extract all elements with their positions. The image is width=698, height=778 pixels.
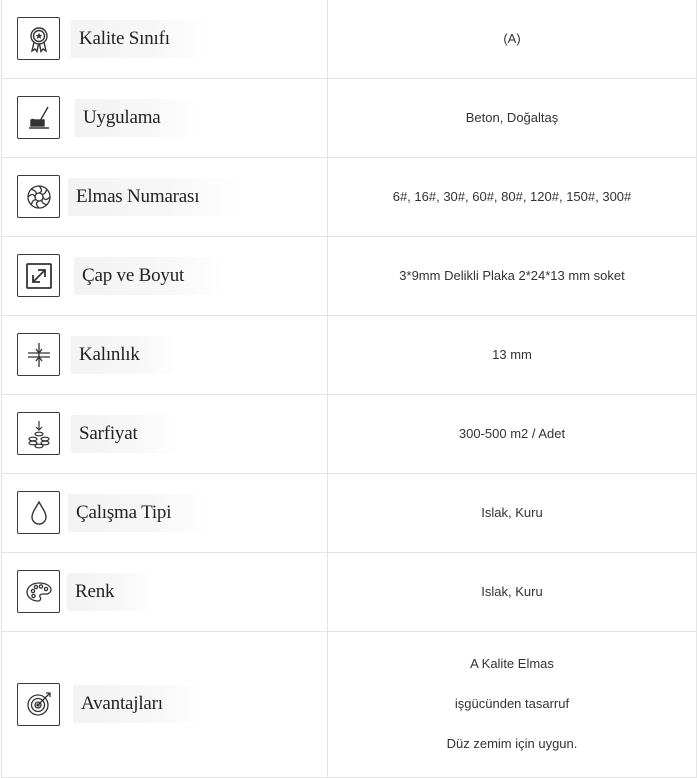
row-value: Düz zemim için uygun.	[446, 736, 578, 751]
value-cell	[328, 236, 697, 315]
row-label: Avantajları	[73, 685, 203, 723]
award-ribbon-icon	[17, 17, 60, 60]
row-label: Renk	[67, 573, 154, 611]
row-value: Beton, Doğaltaş	[465, 109, 559, 125]
row-value: Islak, Kuru	[481, 504, 543, 520]
label-cell	[2, 552, 328, 631]
coin-stack-icon	[17, 412, 60, 455]
table-row	[2, 315, 697, 394]
table-row	[2, 78, 697, 157]
row-value: 13 mm	[492, 346, 532, 362]
floor-machine-icon	[17, 96, 60, 139]
table-row	[2, 236, 697, 315]
row-value: Islak, Kuru	[481, 583, 543, 599]
value-cell	[328, 157, 697, 236]
spec-table	[1, 0, 697, 778]
label-cell	[2, 315, 328, 394]
paint-palette-icon	[17, 570, 60, 613]
table-row	[2, 157, 697, 236]
value-cell	[328, 315, 697, 394]
row-value: (A)	[503, 30, 521, 46]
label-cell	[2, 394, 328, 473]
value-cell	[328, 631, 697, 777]
row-value: 3*9mm Delikli Plaka 2*24*13 mm soket	[399, 267, 625, 283]
table-row	[2, 631, 697, 777]
table-row	[2, 552, 697, 631]
row-label: Elmas Numarası	[68, 178, 239, 216]
row-value: 6#, 16#, 30#, 60#, 80#, 120#, 150#, 300#	[392, 188, 632, 204]
row-label: Çalışma Tipi	[68, 494, 211, 532]
row-value: işgücünden tasarruf	[454, 696, 570, 711]
water-drop-icon	[17, 491, 60, 534]
label-cell	[2, 157, 328, 236]
table-row	[2, 394, 697, 473]
label-cell	[2, 0, 328, 78]
label-cell	[2, 78, 328, 157]
value-cell	[328, 552, 697, 631]
grinding-disc-icon	[17, 175, 60, 218]
thickness-icon	[17, 333, 60, 376]
value-cell	[328, 394, 697, 473]
label-cell	[2, 473, 328, 552]
target-arrow-icon	[17, 683, 60, 726]
table-row	[2, 0, 697, 78]
value-cell	[328, 78, 697, 157]
table-row	[2, 473, 697, 552]
label-cell	[2, 236, 328, 315]
value-cell	[328, 473, 697, 552]
row-value: 300-500 m2 / Adet	[458, 425, 566, 441]
diagonal-resize-icon	[17, 254, 60, 297]
row-label: Çap ve Boyut	[74, 257, 224, 295]
label-cell	[2, 631, 328, 777]
row-label: Kalınlık	[71, 336, 180, 374]
row-value: A Kalite Elmas	[470, 656, 554, 671]
row-label: Sarfiyat	[71, 415, 178, 453]
row-label: Uygulama	[75, 99, 201, 137]
value-cell	[328, 0, 697, 78]
row-label: Kalite Sınıfı	[71, 20, 210, 58]
